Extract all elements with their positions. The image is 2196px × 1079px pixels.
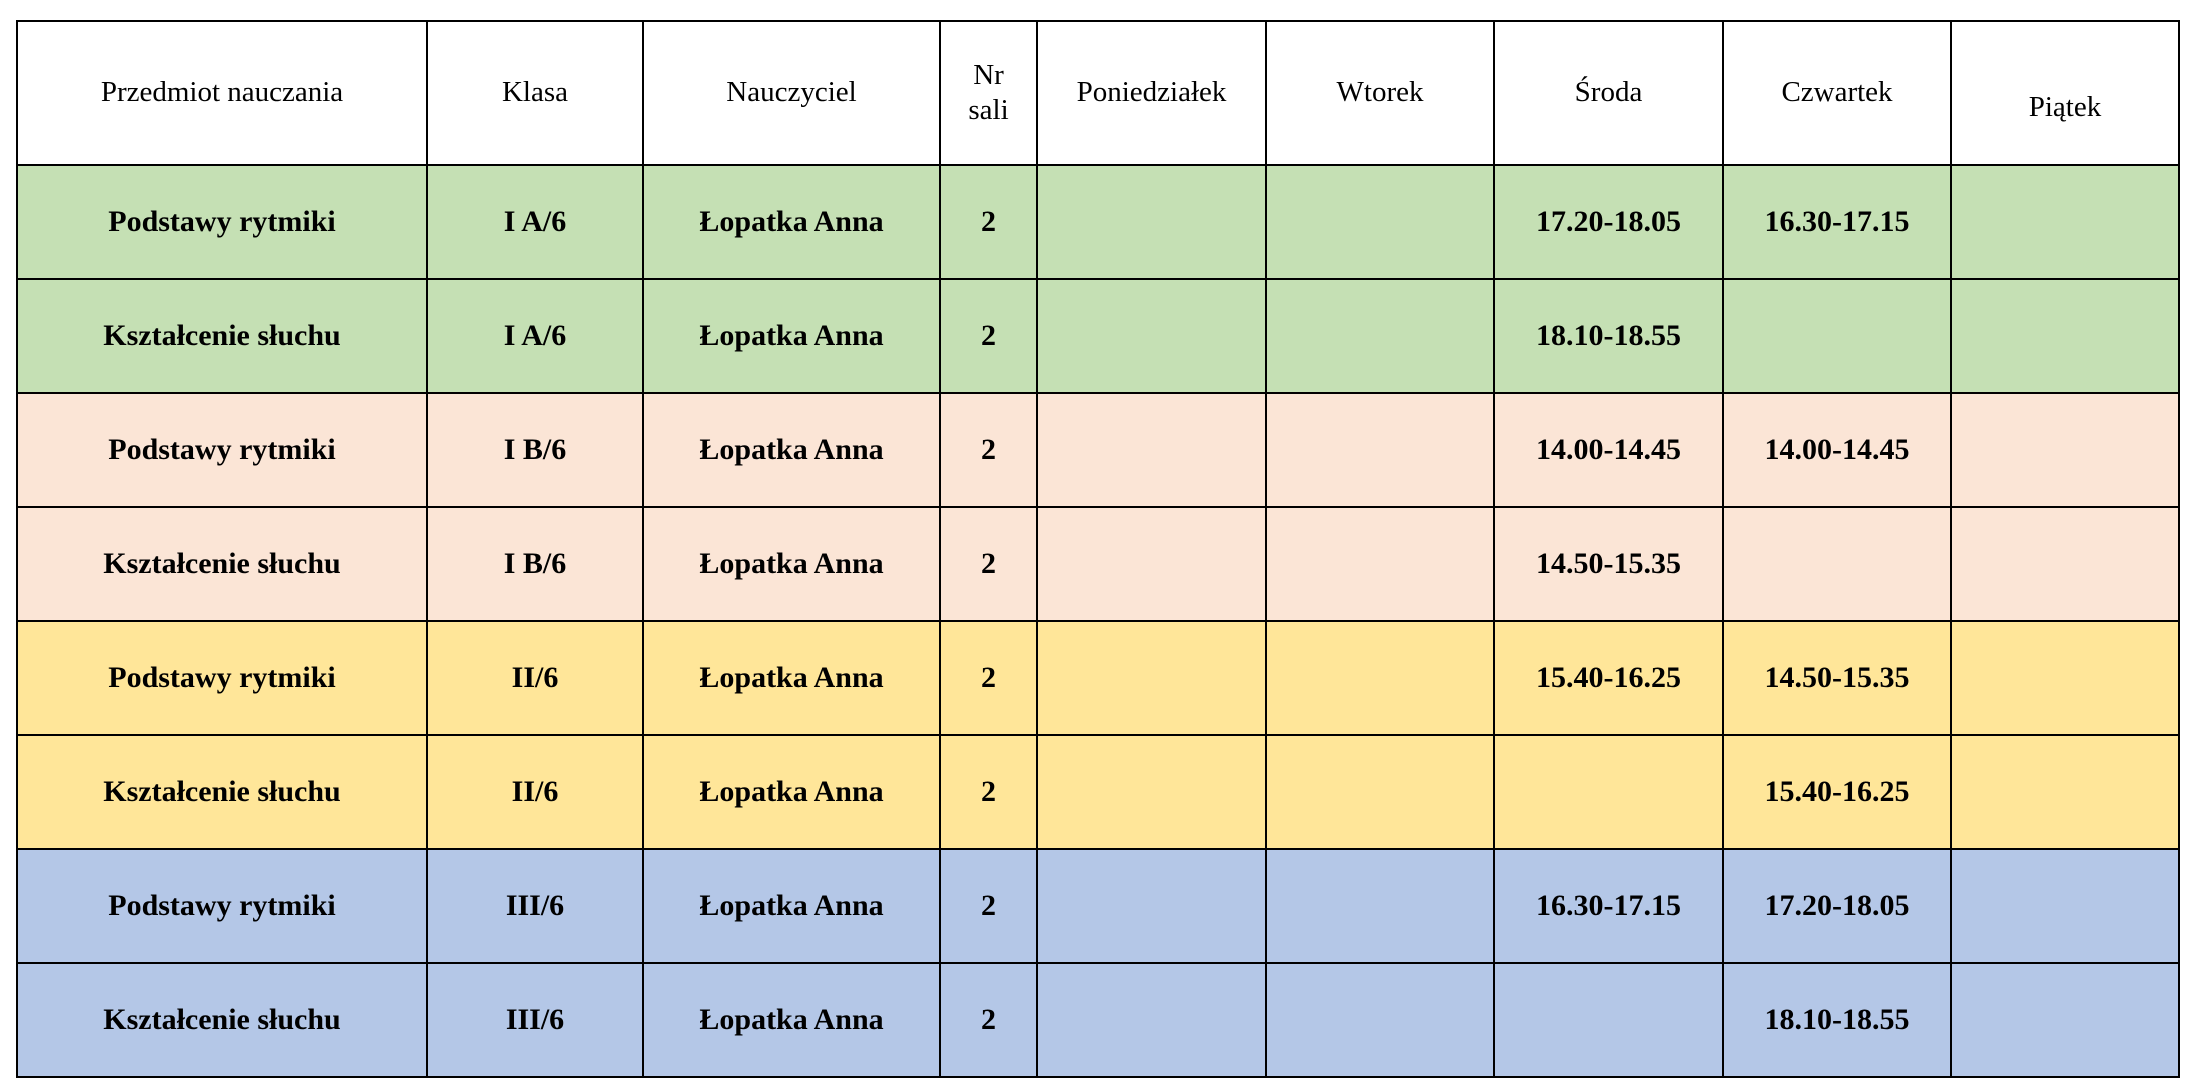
table-row bbox=[17, 165, 2179, 279]
cell-wednesday: 14.50-15.35 bbox=[1494, 507, 1723, 621]
header-class: Klasa bbox=[427, 21, 643, 165]
header-thursday: Czwartek bbox=[1723, 21, 1951, 165]
cell-room: 2 bbox=[940, 963, 1037, 1077]
header-monday: Poniedziałek bbox=[1037, 21, 1266, 165]
cell-wednesday: 14.00-14.45 bbox=[1494, 393, 1723, 507]
cell-friday bbox=[1951, 849, 2179, 963]
cell-monday bbox=[1037, 849, 1266, 963]
cell-room: 2 bbox=[940, 165, 1037, 279]
cell-room: 2 bbox=[940, 621, 1037, 735]
cell-friday bbox=[1951, 393, 2179, 507]
header-tuesday: Wtorek bbox=[1266, 21, 1494, 165]
cell-thursday bbox=[1723, 507, 1951, 621]
cell-tuesday bbox=[1266, 735, 1494, 849]
cell-thursday: 14.50-15.35 bbox=[1723, 621, 1951, 735]
cell-wednesday: 17.20-18.05 bbox=[1494, 165, 1723, 279]
header-room-line1: Nr bbox=[973, 58, 1004, 91]
cell-subject: Podstawy rytmiki bbox=[17, 165, 427, 279]
cell-wednesday: 15.40-16.25 bbox=[1494, 621, 1723, 735]
table-row bbox=[17, 735, 2179, 849]
cell-monday bbox=[1037, 963, 1266, 1077]
cell-room: 2 bbox=[940, 279, 1037, 393]
cell-room: 2 bbox=[940, 849, 1037, 963]
cell-subject: Podstawy rytmiki bbox=[17, 849, 427, 963]
header-row bbox=[17, 21, 2179, 165]
cell-friday bbox=[1951, 735, 2179, 849]
cell-subject: Podstawy rytmiki bbox=[17, 393, 427, 507]
cell-tuesday bbox=[1266, 849, 1494, 963]
cell-subject: Kształcenie słuchu bbox=[17, 963, 427, 1077]
cell-subject: Podstawy rytmiki bbox=[17, 621, 427, 735]
cell-class: II/6 bbox=[427, 621, 643, 735]
cell-tuesday bbox=[1266, 393, 1494, 507]
cell-class: I A/6 bbox=[427, 279, 643, 393]
cell-tuesday bbox=[1266, 507, 1494, 621]
cell-class: I B/6 bbox=[427, 507, 643, 621]
cell-friday bbox=[1951, 279, 2179, 393]
schedule-table bbox=[16, 20, 2180, 1078]
cell-thursday: 17.20-18.05 bbox=[1723, 849, 1951, 963]
cell-room: 2 bbox=[940, 507, 1037, 621]
cell-friday bbox=[1951, 963, 2179, 1077]
cell-teacher: Łopatka Anna bbox=[643, 507, 940, 621]
cell-teacher: Łopatka Anna bbox=[643, 393, 940, 507]
cell-tuesday bbox=[1266, 165, 1494, 279]
cell-monday bbox=[1037, 165, 1266, 279]
cell-teacher: Łopatka Anna bbox=[643, 279, 940, 393]
cell-thursday: 16.30-17.15 bbox=[1723, 165, 1951, 279]
table-row bbox=[17, 507, 2179, 621]
table-row bbox=[17, 621, 2179, 735]
header-teacher: Nauczyciel bbox=[643, 21, 940, 165]
cell-wednesday bbox=[1494, 963, 1723, 1077]
header-friday: Piątek bbox=[1951, 21, 2179, 165]
table-row bbox=[17, 279, 2179, 393]
cell-class: I B/6 bbox=[427, 393, 643, 507]
cell-teacher: Łopatka Anna bbox=[643, 165, 940, 279]
table-row bbox=[17, 849, 2179, 963]
cell-wednesday bbox=[1494, 735, 1723, 849]
cell-teacher: Łopatka Anna bbox=[643, 963, 940, 1077]
cell-class: III/6 bbox=[427, 963, 643, 1077]
cell-teacher: Łopatka Anna bbox=[643, 621, 940, 735]
table-row bbox=[17, 393, 2179, 507]
cell-teacher: Łopatka Anna bbox=[643, 849, 940, 963]
cell-monday bbox=[1037, 735, 1266, 849]
cell-teacher: Łopatka Anna bbox=[643, 735, 940, 849]
cell-monday bbox=[1037, 507, 1266, 621]
cell-thursday bbox=[1723, 279, 1951, 393]
cell-room: 2 bbox=[940, 393, 1037, 507]
cell-monday bbox=[1037, 279, 1266, 393]
cell-room: 2 bbox=[940, 735, 1037, 849]
cell-class: II/6 bbox=[427, 735, 643, 849]
header-room-line2: sali bbox=[968, 94, 1009, 126]
cell-subject: Kształcenie słuchu bbox=[17, 279, 427, 393]
cell-subject: Kształcenie słuchu bbox=[17, 507, 427, 621]
cell-friday bbox=[1951, 507, 2179, 621]
cell-friday bbox=[1951, 165, 2179, 279]
cell-class: I A/6 bbox=[427, 165, 643, 279]
header-subject: Przedmiot nauczania bbox=[17, 21, 427, 165]
header-wednesday: Środa bbox=[1494, 21, 1723, 165]
cell-thursday: 18.10-18.55 bbox=[1723, 963, 1951, 1077]
cell-monday bbox=[1037, 621, 1266, 735]
cell-tuesday bbox=[1266, 621, 1494, 735]
cell-friday bbox=[1951, 621, 2179, 735]
cell-wednesday: 18.10-18.55 bbox=[1494, 279, 1723, 393]
cell-tuesday bbox=[1266, 963, 1494, 1077]
cell-tuesday bbox=[1266, 279, 1494, 393]
cell-thursday: 14.00-14.45 bbox=[1723, 393, 1951, 507]
cell-wednesday: 16.30-17.15 bbox=[1494, 849, 1723, 963]
cell-subject: Kształcenie słuchu bbox=[17, 735, 427, 849]
cell-monday bbox=[1037, 393, 1266, 507]
table-row bbox=[17, 963, 2179, 1077]
header-room bbox=[940, 21, 1037, 165]
cell-thursday: 15.40-16.25 bbox=[1723, 735, 1951, 849]
cell-class: III/6 bbox=[427, 849, 643, 963]
